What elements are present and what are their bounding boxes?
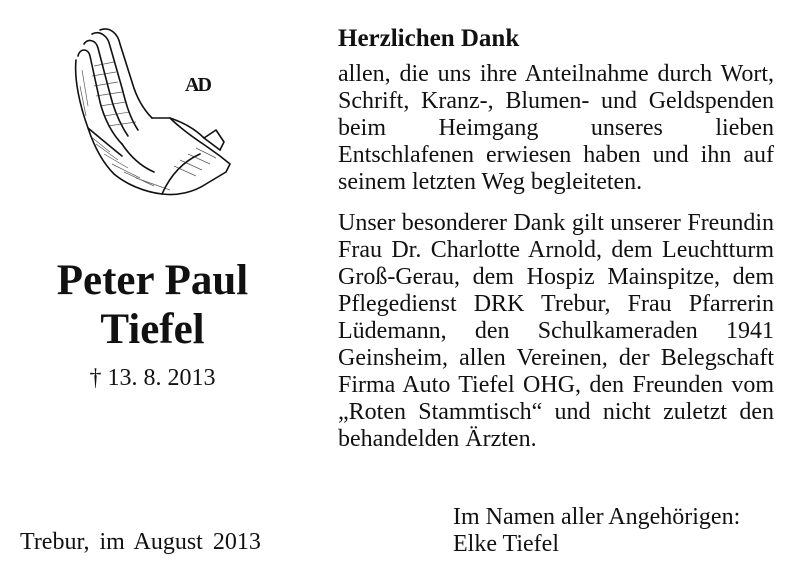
deceased-name-line2: Tiefel bbox=[100, 306, 205, 353]
death-date: † 13. 8. 2013 bbox=[89, 365, 216, 391]
durer-monogram: AD bbox=[185, 74, 210, 96]
signature-block bbox=[453, 504, 740, 558]
signature-name: Elke Tiefel bbox=[453, 531, 559, 557]
thanks-paragraph-1: allen, die uns ihre Anteilnahme durch Wort, Schrift, Kranz-, Blumen- und Geldspenden beim Heimgang unseres lieben Entschlafenen erwiesen haben und ihn auf seinem letzten Weg begleiteten. bbox=[338, 61, 774, 195]
place-date: Trebur, im August 2013 bbox=[20, 529, 261, 555]
thanks-paragraph-2: Unser besonderer Dank gilt unserer Freundin Frau Dr. Charlotte Arnold, dem Leuchtturm Groß-Gerau, dem Hospiz Mainspitze, dem Pflegedienst DRK Trebur, Frau Pfarrerin Lüdemann, den Schulkameraden 1941 Geinsheim, allen Vereinen, der Belegschaft Firma Auto Tiefel OHG, den Freunden vom „Roten Stammtisch“ und nicht zuletzt den behandelden Ärzten. bbox=[338, 210, 774, 452]
deceased-name-line1: Peter Paul bbox=[56, 257, 249, 304]
signature-line-1: Im Namen aller Angehörigen: bbox=[453, 504, 741, 530]
thanks-heading: Herzlichen Dank bbox=[338, 25, 520, 52]
praying-hands-icon bbox=[70, 26, 232, 202]
